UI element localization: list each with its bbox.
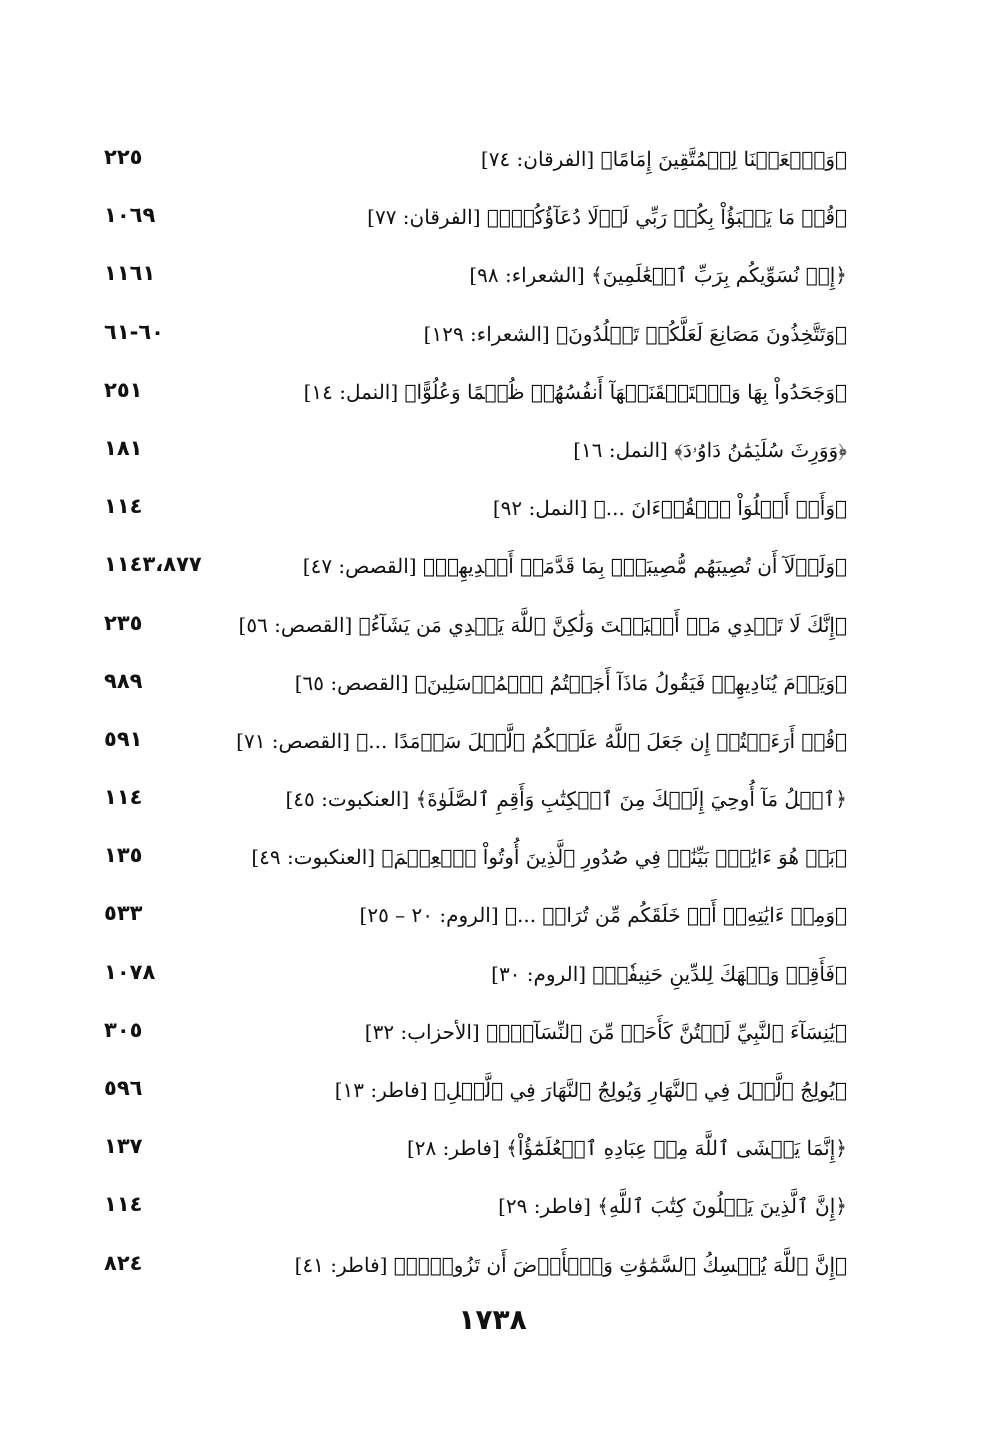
index-row: [0, 312, 985, 370]
verse-reference: ﴿إِنَّكَ لَا تَهۡدِي مَنۡ أَحۡبَبۡتَ وَلَٰكِنَّ ٱللَّهَ يَهۡدِي مَن يَشَآءُ﴾ [القصص: ٥٦]: [238, 612, 847, 637]
index-row: [0, 1184, 985, 1242]
index-row: [0, 1010, 985, 1068]
page-reference: ٩٨٩: [104, 668, 143, 693]
page-reference: ٥٩١: [104, 726, 143, 751]
index-row: [0, 603, 985, 661]
page-reference: ١٣٧: [104, 1134, 143, 1159]
verse-reference: ﴿وَمِنۡ ءَايَٰتِهِۦٓ أَنۡ خَلَقَكُم مِّن تُرَابٖ ...﴾ [الروم: ٢٠ – ٢٥]: [359, 903, 847, 928]
page-reference: ١٠٦٩: [104, 203, 156, 228]
index-row: [0, 137, 985, 195]
index-row: [0, 370, 985, 428]
verse-reference: ﴿وَلَوۡلَآ أَن تُصِيبَهُم مُّصِيبَةُۢ بِمَا قَدَّمَتۡ أَيۡدِيهِمۡ﴾ [القصص: ٤٧]: [302, 554, 847, 579]
page-reference: ١١٤: [104, 785, 143, 810]
index-row: [0, 661, 985, 719]
verse-reference: ﴿قُلۡ مَا يَعۡبَؤُاْ بِكُمۡ رَبِّي لَوۡلَا دُعَآؤُكُمۡۖ﴾ [الفرقان: ٧٧]: [367, 205, 847, 230]
page-reference: ١٠٧٨: [104, 959, 156, 984]
index-row: [0, 893, 985, 951]
verse-reference: ﴿وَٱجۡعَلۡنَا لِلۡمُتَّقِينَ إِمَامًا﴾ [الفرقان: ٧٤]: [480, 147, 847, 171]
index-row: [0, 777, 985, 835]
index-row: [0, 1243, 985, 1301]
page-reference: ٦٠-٦١: [104, 319, 164, 344]
page-reference: ١٣٥: [104, 843, 143, 868]
verse-reference: ﴿فَأَقِمۡ وَجۡهَكَ لِلدِّينِ حَنِيفٗاۚ﴾ [الروم: ٣٠]: [491, 961, 847, 986]
index-row: [0, 1068, 985, 1126]
page-reference: ٥٩٦: [104, 1076, 143, 1100]
index-row: [0, 195, 985, 253]
verse-index-list: [0, 137, 985, 1301]
verse-reference: ﴿يَٰنِسَآءَ ٱلنَّبِيِّ لَسۡتُنَّ كَأَحَدٖ مِّنَ ٱلنِّسَآءِۚ﴾ [الأحزاب: ٣٢]: [364, 1019, 847, 1044]
page-reference: ١١٦١: [104, 261, 156, 286]
page-reference: ٢٥١: [104, 377, 143, 402]
index-row: [0, 1126, 985, 1184]
page-reference: ٣٠٥: [104, 1017, 143, 1042]
verse-reference: ﴿قُلۡ أَرَءَيۡتُمۡ إِن جَعَلَ ٱللَّهُ عَلَيۡكُمُ ٱلَّيۡلَ سَرۡمَدًا ...﴾ [القصص: ٧١]: [236, 728, 847, 753]
verse-reference: ﴿إِنَّمَا يَخۡشَى ٱللَّهَ مِنۡ عِبَادِهِ ٱلۡعُلَمَٰٓؤُاْ﴾ [فاطر: ٢٨]: [406, 1136, 847, 1161]
index-row: [0, 428, 985, 486]
page-reference: ١١٤٣،٨٧٧: [104, 552, 202, 577]
page-reference: ٢٣٥: [104, 610, 143, 635]
page-number: ١٧٣٨: [458, 1303, 527, 1336]
index-row: [0, 835, 985, 893]
page-reference: ٨٢٤: [104, 1250, 143, 1275]
verse-reference: ﴿إِذۡ نُسَوِّيكُم بِرَبِّ ٱلۡعَٰلَمِينَ﴾ [الشعراء: ٩٨]: [469, 263, 847, 288]
verse-reference: ﴿وَجَحَدُواْ بِهَا وَٱسۡتَيۡقَنَتۡهَآ أَنفُسُهُمۡ ظُلۡمًا وَعُلُوًّا﴾ [النمل: ١٤]: [303, 379, 847, 404]
verse-reference: ﴿وَتَتَّخِذُونَ مَصَانِعَ لَعَلَّكُمۡ تَخۡلُدُونَ﴾ [الشعراء: ١٢٩]: [423, 321, 847, 346]
page-reference: ١١٤: [104, 1192, 143, 1217]
index-row: [0, 544, 985, 602]
verse-reference: ﴿وَيَوۡمَ يُنَادِيهِمۡ فَيَقُولُ مَاذَآ أَجَبۡتُمُ ٱلۡمُرۡسَلِينَ﴾ [القصص: ٦٥]: [294, 670, 847, 695]
verse-reference: ﴿إِنَّ ٱلَّذِينَ يَتۡلُونَ كِتَٰبَ ٱللَّهِ﴾ [فاطر: ٢٩]: [498, 1194, 847, 1219]
verse-reference: ﴿وَأَنۡ أَتۡلُوَاْ ٱلۡقُرۡءَانَ ...﴾ [النمل: ٩٢]: [492, 496, 847, 521]
index-row: [0, 486, 985, 544]
page-reference: ١٨١: [104, 435, 143, 460]
page-reference: ٢٢٥: [104, 145, 143, 169]
verse-reference: ﴿بَلۡ هُوَ ءَايَٰتُۢ بَيِّنَٰتٞ فِي صُدُورِ ٱلَّذِينَ أُوتُواْ ٱلۡعِلۡمَ﴾ [العنكبوت: ٤٩]: [251, 845, 847, 870]
verse-reference: ﴿إِنَّ ٱللَّهَ يُمۡسِكُ ٱلسَّمَٰوَٰتِ وَٱلۡأَرۡضَ أَن تَزُولَاۚ﴾ [فاطر: ٤١]: [294, 1252, 847, 1277]
verse-reference: ﴿وَوَرِثَ سُلَيۡمَٰنُ دَاوُۥدَ﴾ [النمل: ١٦]: [573, 437, 847, 462]
index-row: [0, 952, 985, 1010]
page-reference: ٥٣٣: [104, 901, 143, 926]
verse-reference: ﴿ٱتۡلُ مَآ أُوحِيَ إِلَيۡكَ مِنَ ٱلۡكِتَٰبِ وَأَقِمِ ٱلصَّلَوٰةَ﴾ [العنكبوت: ٤٥]: [285, 787, 847, 812]
page-reference: ١١٤: [104, 494, 143, 519]
verse-reference: ﴿يُولِجُ ٱلَّيۡلَ فِي ٱلنَّهَارِ وَيُولِجُ ٱلنَّهَارَ فِي ٱلَّيۡلِ﴾ [فاطر: ١٣]: [334, 1078, 847, 1102]
index-row: [0, 719, 985, 777]
index-row: [0, 253, 985, 311]
